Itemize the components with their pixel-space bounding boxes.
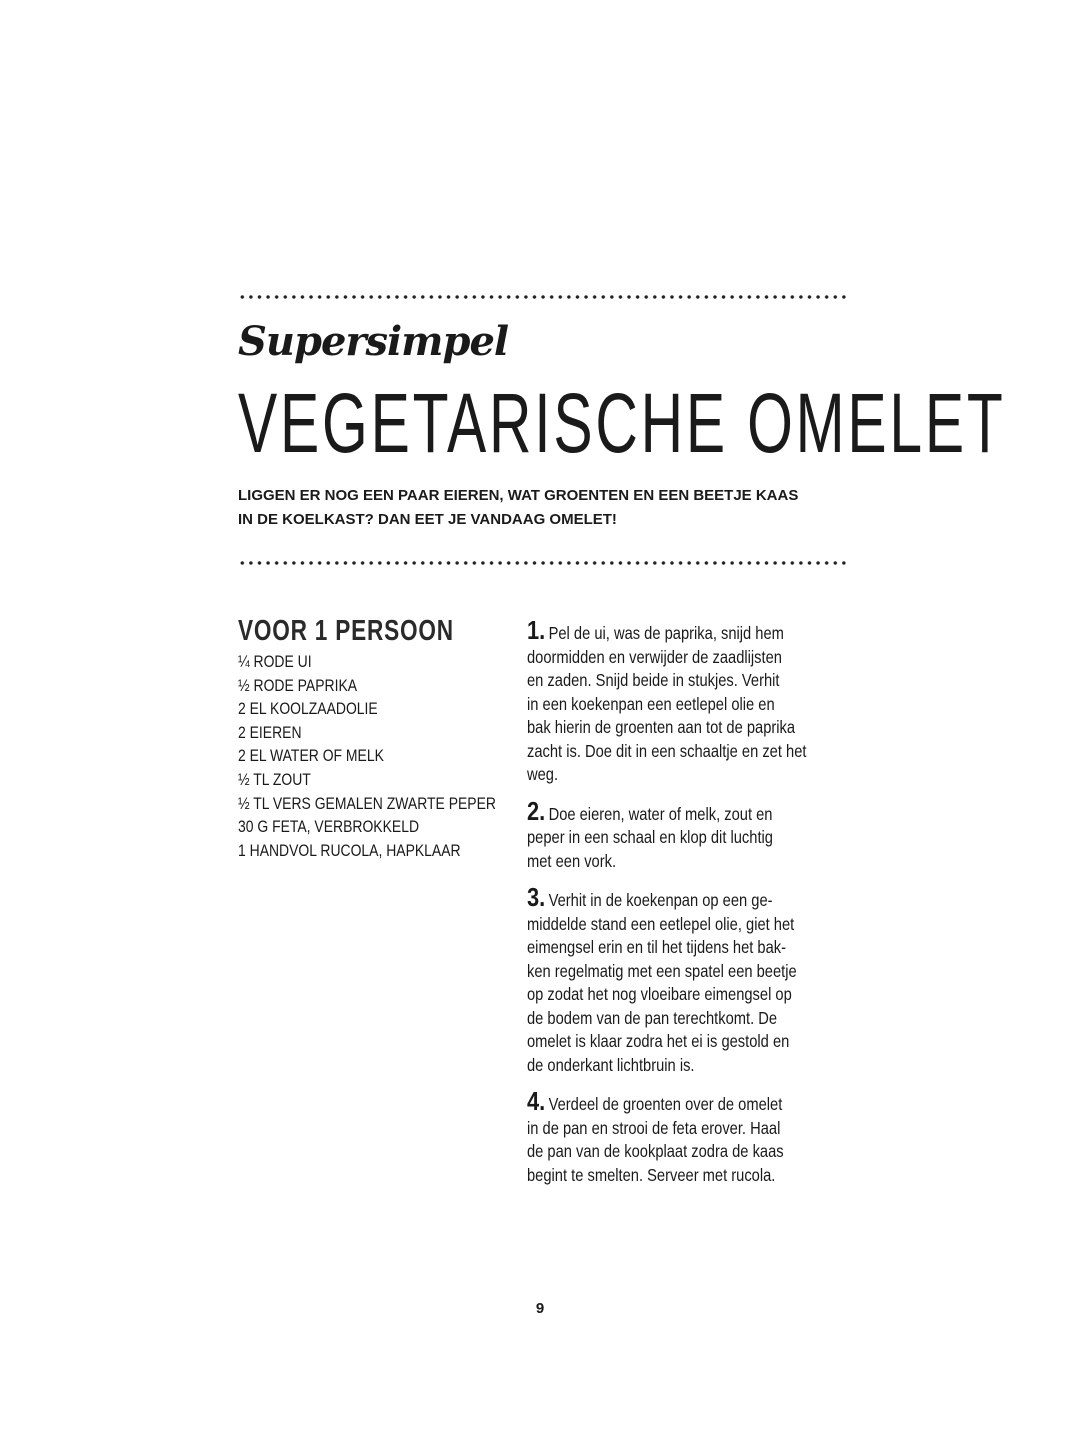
dotted-divider-bottom <box>238 561 848 565</box>
step-line <box>527 882 796 913</box>
ingredient-item: ¼ RODE UI <box>238 652 312 671</box>
step-line: peper in een schaal en klop dit luchtig <box>527 827 773 847</box>
ingredient-item: ½ TL VERS GEMALEN ZWARTE PEPER <box>238 793 496 813</box>
step-line: weg. <box>527 764 559 784</box>
ingredient-item: 2 EL WATER OF MELK <box>238 746 384 766</box>
step-3 <box>527 882 847 1077</box>
step-line: begint te smelten. Serveer met rucola. <box>527 1164 776 1185</box>
step-number: 3. <box>527 882 546 912</box>
step-line: ken regelmatig met een spatel een beetje <box>527 960 797 981</box>
step-line: bak hierin de groenten aan tot de paprika <box>527 717 796 737</box>
ingredient-item: 2 EIEREN <box>238 722 302 742</box>
step-line: zacht is. Doe dit in een schaaltje en zet het <box>527 740 807 761</box>
recipe-subtitle: Supersimpel <box>238 318 509 365</box>
step-line: in de pan en strooi de feta erover. Haal <box>527 1117 781 1138</box>
step-text: Verdeel de groenten over de omelet <box>548 1094 783 1114</box>
step-2 <box>527 795 847 874</box>
ingredients-heading: VOOR 1 PERSOON <box>238 615 454 647</box>
step-number: 4. <box>527 1086 546 1116</box>
ingredient-item: 2 EL KOOLZAADOLIE <box>238 699 378 719</box>
step-line: en zaden. Snijd beide in stukjes. Verhit <box>527 670 780 690</box>
steps-column <box>527 615 847 1201</box>
recipe-intro <box>238 484 798 532</box>
step-line <box>527 615 796 646</box>
ingredient-item: ½ TL ZOUT <box>238 769 311 789</box>
step-text: Doe eieren, water of melk, zout en <box>548 803 773 824</box>
step-line: doormidden en verwijder de zaadlijsten <box>527 646 782 667</box>
step-text: Verhit in de koekenpan op een ge- <box>548 890 773 910</box>
dotted-divider-top <box>238 295 848 299</box>
ingredient-item: 30 G FETA, VERBROKKELD <box>238 817 420 837</box>
ingredients-list <box>238 650 553 862</box>
step-line: met een vork. <box>527 850 617 871</box>
step-line <box>527 795 796 827</box>
step-number: 1. <box>527 615 546 645</box>
step-4 <box>527 1086 847 1187</box>
step-text: Pel de ui, was de paprika, snijd hem <box>548 623 784 643</box>
step-line: omelet is klaar zodra het ei is gestold en <box>527 1031 790 1051</box>
step-line: middelde stand een eetlepel olie, giet het <box>527 913 795 934</box>
page-number: 9 <box>535 1300 545 1317</box>
step-1 <box>527 615 847 787</box>
step-number: 2. <box>527 795 546 826</box>
ingredient-item: 1 HANDVOL RUCOLA, HAPKLAAR <box>238 840 461 860</box>
ingredient-item: ½ RODE PAPRIKA <box>238 675 358 695</box>
step-line: de bodem van de pan terechtkomt. De <box>527 1007 778 1028</box>
step-line: in een koekenpan een eetlepel olie en <box>527 693 775 714</box>
intro-line: IN DE KOELKAST? DAN EET JE VANDAAG OMELET! <box>238 511 617 528</box>
intro-line: LIGGEN ER NOG EEN PAAR EIEREN, WAT GROENTEN EN EEN BEETJE KAAS <box>238 487 799 504</box>
step-line <box>527 1086 796 1117</box>
step-line: de pan van de kookplaat zodra de kaas <box>527 1141 784 1161</box>
step-line: op zodat het nog vloeibare eimengsel op <box>527 984 792 1004</box>
recipe-title: VEGETARISCHE OMELET <box>238 376 1006 470</box>
step-line: de onderkant lichtbruin is. <box>527 1054 695 1075</box>
step-line: eimengsel erin en til het tijdens het bak- <box>527 937 787 957</box>
